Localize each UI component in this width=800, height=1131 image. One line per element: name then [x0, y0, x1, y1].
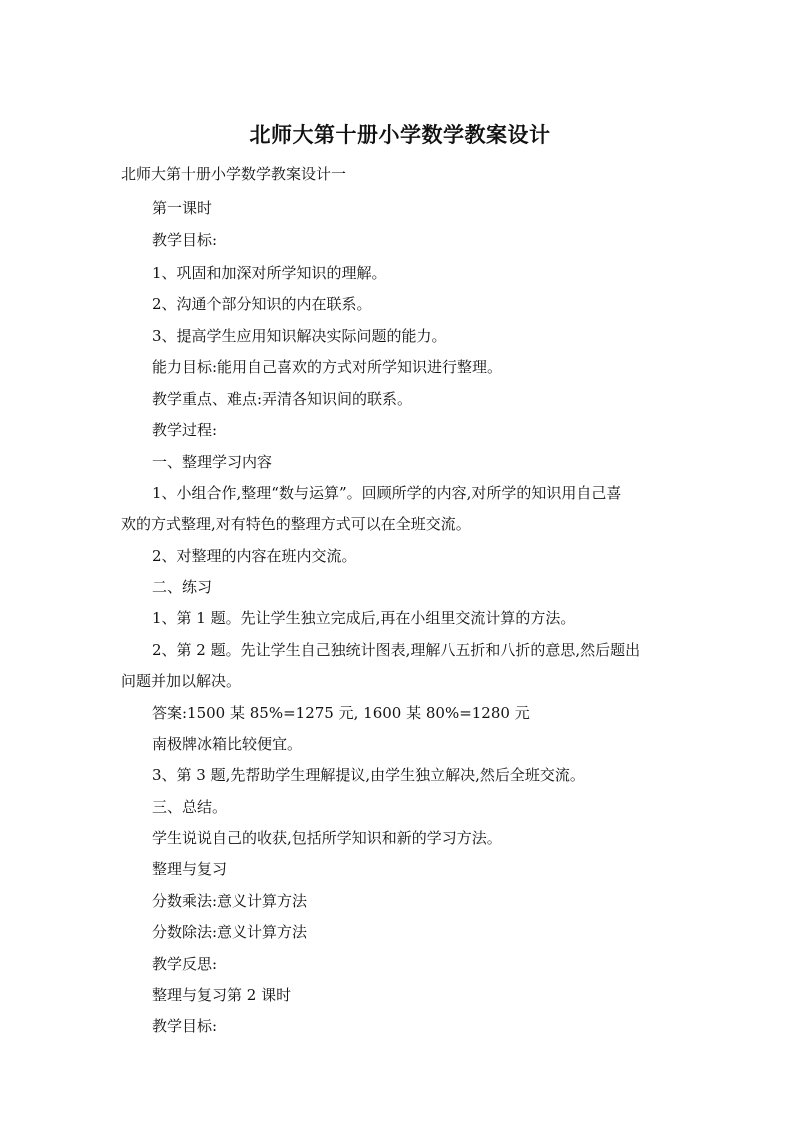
paragraph: 教学过程: [152, 421, 218, 439]
paragraph: 教学目标: [152, 231, 218, 249]
paragraph: 1、巩固和加深对所学知识的理解。 [152, 264, 387, 282]
paragraph: 南极牌冰箱比较便宜。 [152, 735, 303, 753]
paragraph: 3、第 3 题,先帮助学生理解提议,由学生独立解决,然后全班交流。 [152, 766, 585, 784]
paragraph: 分数除法:意义计算方法 [152, 923, 308, 941]
paragraph: 整理与复习第 2 课时 [152, 986, 292, 1004]
paragraph: 教学反思: [152, 955, 218, 973]
paragraph: 教学重点、难点:弄清各知识间的联系。 [152, 390, 413, 408]
paragraph-continuation: 欢的方式整理,对有特色的整理方式可以在全班交流。 [121, 515, 471, 533]
paragraph-continuation: 问题并加以解决。 [121, 672, 242, 690]
paragraph: 学生说说自己的收获,包括所学知识和新的学习方法。 [152, 829, 502, 847]
paragraph: 1、第 1 题。先让学生独立完成后,再在小组里交流计算的方法。 [152, 609, 576, 627]
paragraph: 能力目标:能用自己喜欢的方式对所学知识进行整理。 [152, 358, 503, 376]
paragraph: 答案:1500 某 85%=1275 元, 1600 某 80%=1280 元 [152, 704, 530, 722]
paragraph: 1、小组合作,整理“数与运算”。回顾所学的内容,对所学的知识用自己喜 [152, 484, 622, 502]
paragraph: 整理与复习 [152, 860, 228, 878]
document-title: 北师大第十册小学数学教案设计 [249, 123, 551, 147]
paragraph: 分数乘法:意义计算方法 [152, 892, 308, 910]
paragraph: 三、总结。 [152, 798, 228, 816]
paragraph: 3、提高学生应用知识解决实际问题的能力。 [152, 327, 447, 345]
lesson-heading: 第一课时 [152, 199, 213, 217]
paragraph: 2、沟通个部分知识的内在联系。 [152, 295, 372, 313]
paragraph: 2、对整理的内容在班内交流。 [152, 547, 357, 565]
paragraph: 二、练习 [152, 578, 213, 596]
paragraph: 教学目标: [152, 1017, 218, 1035]
paragraph: 一、整理学习内容 [152, 453, 273, 471]
section-heading: 北师大第十册小学数学教案设计一 [121, 165, 347, 183]
paragraph: 2、第 2 题。先让学生自己独统计图表,理解八五折和八折的意思,然后题出 [152, 641, 641, 659]
